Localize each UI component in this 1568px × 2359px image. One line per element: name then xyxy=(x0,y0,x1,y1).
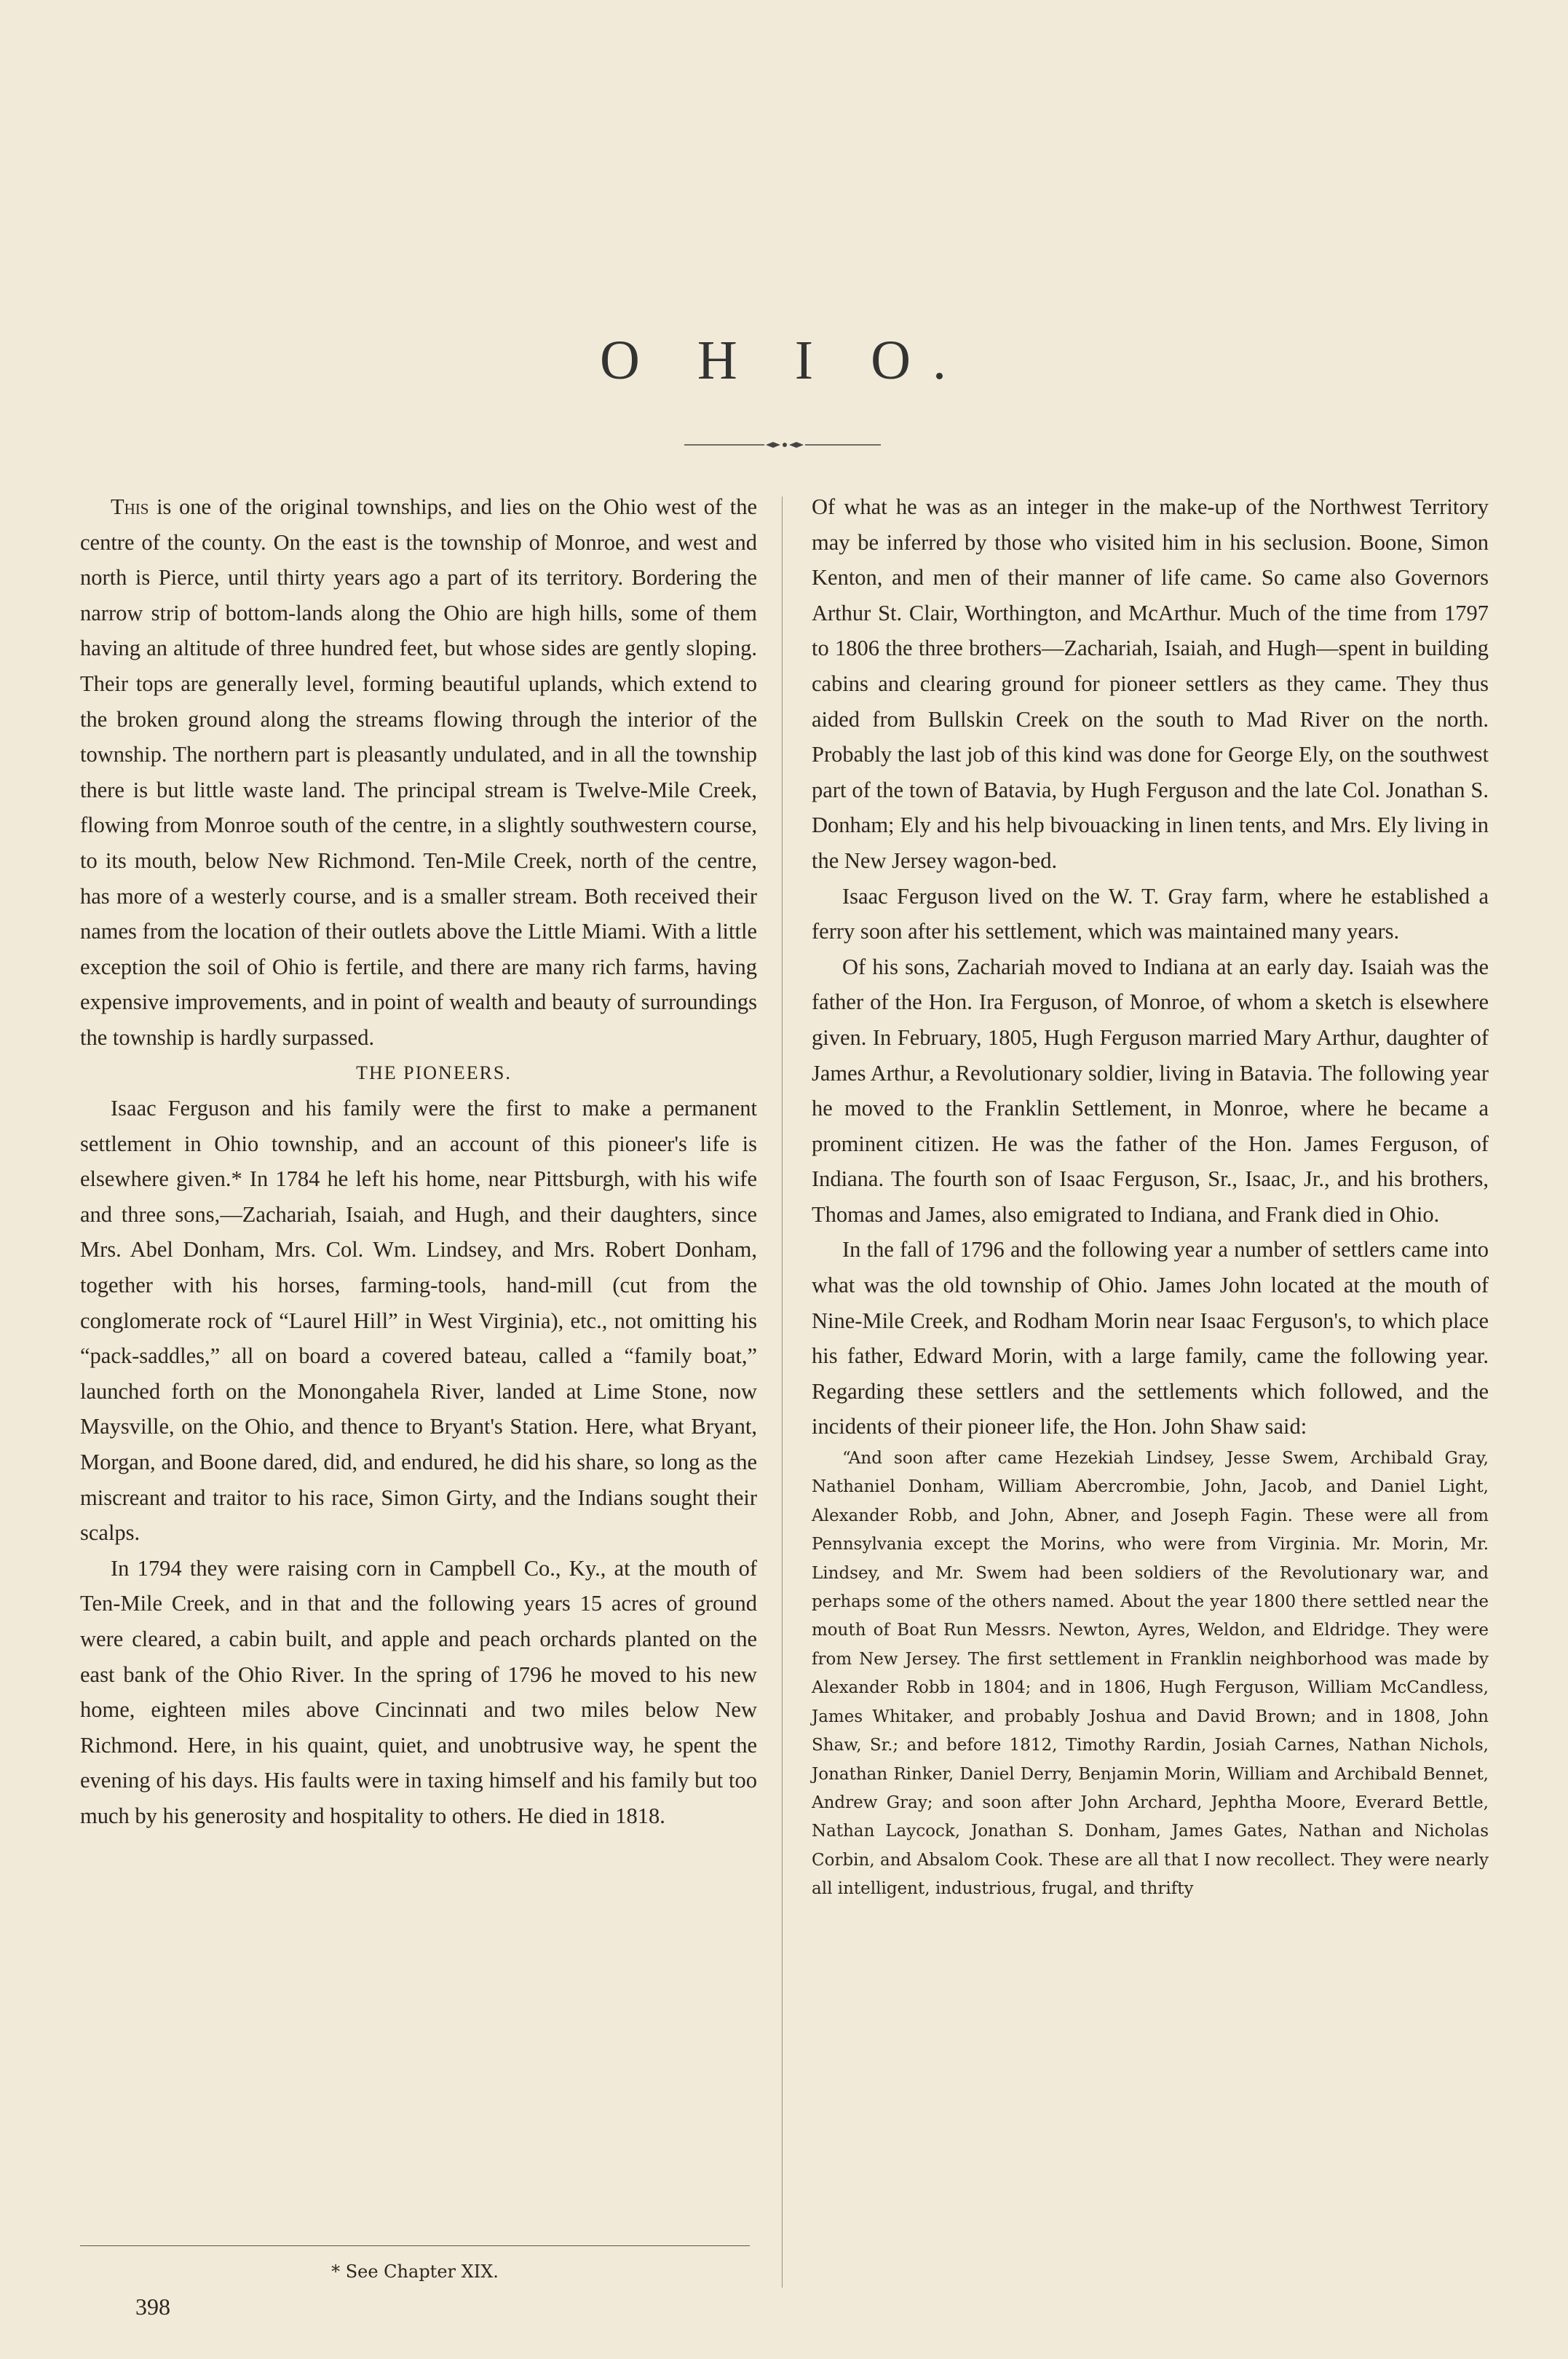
footnote: * See Chapter XIX. xyxy=(331,2261,499,2282)
footnote-rule xyxy=(80,2245,750,2246)
dash-ornament-icon xyxy=(684,441,881,449)
settlers-paragraph: In the fall of 1796 and the following year a number of settlers came into what was the old township of Ohio. James John located at the mouth of Nine-Mile Creek, and Rodham Morin near Isaac Ferguson's, to which place his father, Edward Morin, with a large family, came the following year. Regarding these settlers and the settlements which followed, and the incidents of their pioneer life, the Hon. John Shaw said: xyxy=(812,1237,1489,1439)
integer-paragraph: Of what he was as an integer in the make-up of the Northwest Territory may be inferred by those who visited him in his seclusion. Boone, Simon Kenton, and men of their manner of life came. So came also Governors Arthur St. Clair, Worthington, and McArthur. Much of the time from 1797 to 1806 the three brothers—Zachariah, Isaiah, and Hugh—spent in building cabins and clearing ground for pioneer settlers as they came. They thus aided from Bullskin Creek on the south to Mad River on the north. Probably the last job of this kind was done for George Ely, on the southwest part of the town of Batavia, by Hugh Ferguson and the late Col. Jonathan S. Donham; Ely and his help bivouacking in linen tents, and Mrs. Ely living in the New Jersey wagon-bed. xyxy=(812,494,1489,873)
sons-paragraph: Of his sons, Zachariah moved to Indiana at an early day. Isaiah was the father of the Hon. Ira Ferguson, of Monroe, of whom a sketch is elsewhere given. In February, 1805, Hugh Ferguson married Mary Arthur, daughter of James Arthur, a Revolutionary soldier, living in Batavia. The following year he moved to the Franklin Settlement, in Monroe, where he became a prominent citizen. He was the father of the Hon. James Ferguson, of Indiana. The fourth son of Isaac Ferguson, Sr., Isaac, Jr., and his brothers, Thomas and James, also emigrated to Indiana, and Frank died in Ohio. xyxy=(812,954,1489,1227)
intro-paragraph-text: is one of the original townships, and lies on the Ohio west of the centre of the county. On the east is the township of Monroe, and west and north is Pierce, until thirty years ago a part of its territory. Bordering the narrow strip of bottom-lands along the Ohio are high hills, some of them having an altitude of three hundred feet, but whose sides are gently sloping. Their tops are generally level, forming beautiful uplands, which extend to the broken ground along the streams flowing through the interior of the township. The northern part is pleasantly undulated, and in all the township there is but little waste land. The principal stream is Twelve-Mile Creek, flowing from Monroe south of the centre, in a slightly southwestern course, to its mouth, below New Richmond. Ten-Mile Creek, north of the centre, has more of a westerly course, and is a smaller stream. Both received their names from the location of their outlets above the Little Miami. With a little exception the soil of Ohio is fertile, and there are many rich farms, having expensive improvements, and in point of wealth and beauty of surroundings the township is hardly surpassed. xyxy=(80,494,757,1050)
section-heading: THE PIONEERS. xyxy=(356,1062,512,1083)
corn-paragraph: In 1794 they were raising corn in Campbell Co., Ky., at the mouth of Ten-Mile Creek, and in that and the following years 15 acres of ground were cleared, a cabin built, and apple and peach orchards planted on the east bank of the Ohio River. In the spring of 1796 he moved to his new home, eighteen miles above Cincinnati and two miles below New Richmond. Here, in his quaint, quiet, and unobtrusive way, he spent the evening of his days. His faults were in taxing himself and his family but too much by his generosity and hospitality to others. He died in 1818. xyxy=(80,1555,757,1828)
right-column xyxy=(812,489,1489,1904)
intro-first-word: This xyxy=(111,494,149,519)
pioneers-paragraph: Isaac Ferguson and his family were the first to make a permanent settlement in Ohio township, and an account of this pioneer's life is elsewhere given.* In 1784 he left his home, near Pittsburgh, with his wife and three sons,—Zachariah, Isaiah, and Hugh, and their daughters, since Mrs. Abel Donham, Mrs. Col. Wm. Lindsey, and Mrs. Robert Donham, together with his horses, farming-tools, hand-mill (cut from the conglomerate rock of “Laurel Hill” in West Virginia), etc., not omitting his “pack-saddles,” all on board a covered bateau, called a “family boat,” launched forth on the Monongahela River, landed at Lime Stone, now Maysville, on the Ohio, and thence to Bryant's Station. Here, what Bryant, Morgan, and Boone dared, did, and endured, he did his share, so long as the miscreant and traitor to his race, Simon Girty, and the Indians sought their scalps. xyxy=(80,1096,757,1546)
shaw-quote: “And soon after came Hezekiah Lindsey, Jesse Swem, Archibald Gray, Nathaniel Donham, William Abercrombie, John, Jacob, and Daniel Light, Alexander Robb, and John, Abner, and Joseph Fagin. These were all from Pennsylvania except the Morins, who were from Virginia. Mr. Morin, Mr. Lindsey, and Mr. Swem had been soldiers of the Revolutionary war, and perhaps some of the others named. About the year 1800 there settled near the mouth of Boat Run Messrs. Newton, Ayres, Weldon, and Eldridge. They were from New Jersey. The first settlement in Franklin neighborhood was made by Alexander Robb in 1804; and in 1806, Hugh Ferguson, William McCandless, James Whitaker, and probably Joshua and David Brown; and in 1808, John Shaw, Sr.; and before 1812, Timothy Rardin, Josiah Carnes, Nathan Nichols, Jonathan Rinker, Daniel Derry, Benjamin Morin, William and Archibald Bennet, Andrew Gray; and soon after John Archard, Jephtha Moore, Everard Bettle, Nathan Laycock, Jonathan S. Donham, James Gates, Nathan and Nicholas Corbin, and Absalom Cook. These are all that I now recollect. They were nearly all intelligent, industrious, frugal, and thrifty xyxy=(812,1449,1489,1899)
left-column xyxy=(80,489,757,1834)
column-divider xyxy=(782,497,783,2288)
ferry-paragraph: Isaac Ferguson lived on the W. T. Gray farm, where he established a ferry soon after his settlement, which was maintained many years. xyxy=(812,883,1489,944)
page-title: O H I O. xyxy=(600,330,968,391)
intro-paragraph xyxy=(80,489,757,1056)
page-number: 398 xyxy=(135,2293,170,2320)
